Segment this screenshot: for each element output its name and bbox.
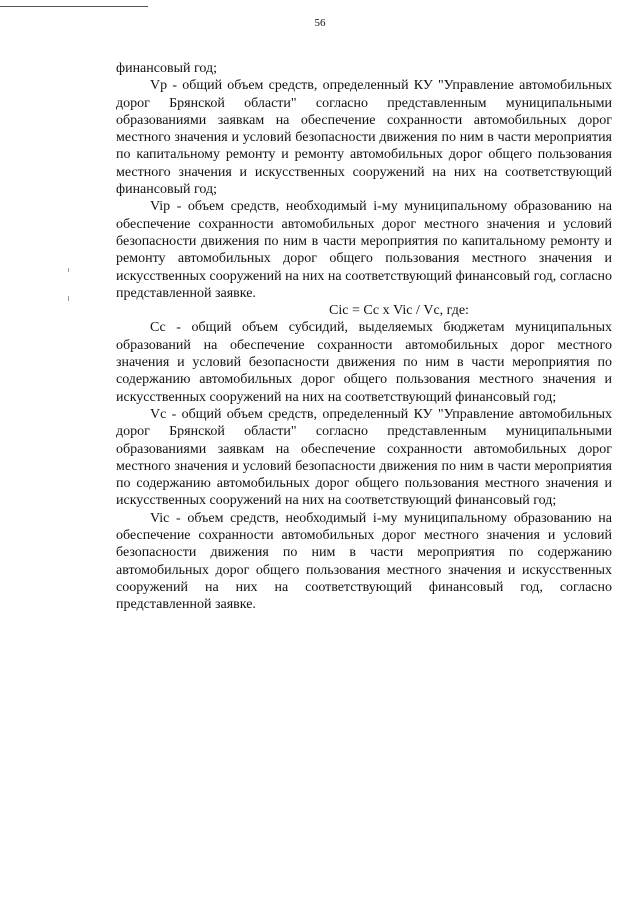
paragraph-vic-definition: Viс - объем средств, необходимый i-му муниципальному образованию на обеспечение сохранности автомобильных дорог местного значения и условий безопасности движения по ним в части мероприятия по содержанию автомобильных дорог общего пользования местного значения и искусственных сооружений на них на соответствующий финансовый год, согласно представленной заявке.	[116, 510, 612, 613]
paragraph-vc-definition: Vс - общий объем средств, определенный КУ "Управление автомобильных дорог Брянской области" согласно представленным муниципальными образованиями заявкам на обеспечение сохранности автомобильных дорог местного значения и условий безопасности движения по ним в части мероприятия по содержанию автомобильных дорог общего пользования местного значения и искусственных сооружений на них на соответствующий финансовый год;	[116, 406, 612, 509]
paragraph-continuation: финансовый год;	[116, 61, 217, 76]
scan-edge-line	[0, 6, 148, 7]
scan-mark	[68, 296, 69, 301]
page-number: 56	[314, 17, 326, 29]
formula-cic: Сiс = Сс х Viс / Vс, где:	[329, 303, 469, 319]
paragraph-vr-definition: Vр - общий объем средств, определенный КУ "Управление автомобильных дорог Брянской области" согласно представленным муниципальными образованиями заявкам на обеспечение сохранности автомобильных дорог местного значения и условий безопасности движения по ним в части мероприятия по капитальному ремонту и ремонту автомобильных дорог общего пользования местного значения и искусственных сооружений на них на соответствующий финансовый год;	[116, 78, 612, 198]
document-body	[116, 60, 612, 614]
paragraph-cc-definition: Сс - общий объем субсидий, выделяемых бюджетам муниципальных образований на обеспечение сохранности автомобильных дорог местного значения и условий безопасности движения по ним в части мероприятия по содержанию автомобильных дорог общего пользования местного значения и искусственных сооружений на них на соответствующий финансовый год;	[116, 320, 612, 405]
scan-mark	[68, 268, 69, 272]
paragraph-vir-definition: Viр - объем средств, необходимый i-му муниципальному образованию на обеспечение сохранности автомобильных дорог местного значения и условий безопасности движения по ним в части мероприятия по капитальному ремонту и ремонту автомобильных дорог общего пользования местного значения и искусственных сооружений на них на соответствующий финансовый год, согласно представленной заявке.	[116, 199, 612, 301]
